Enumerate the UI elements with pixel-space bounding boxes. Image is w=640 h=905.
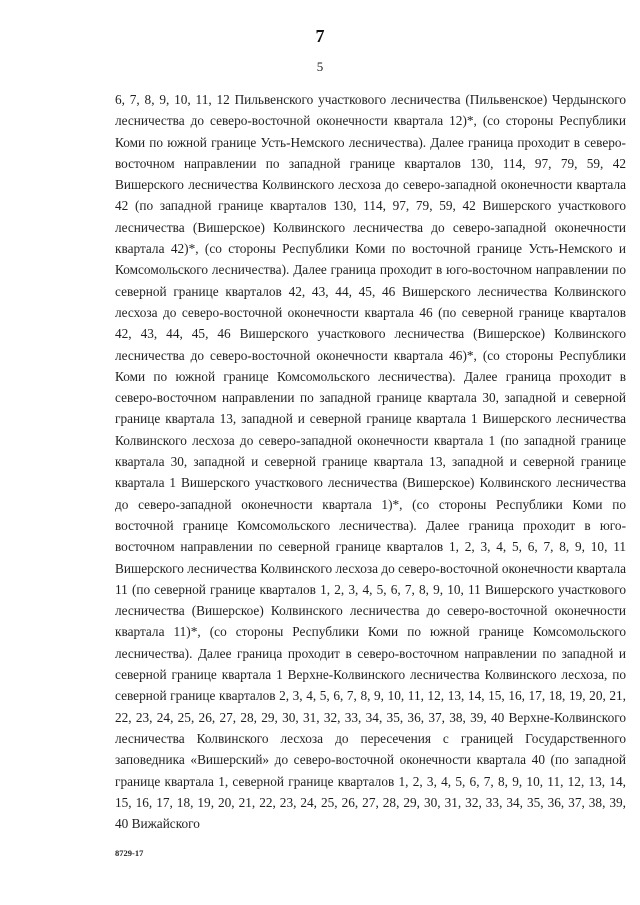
page-number: 7 xyxy=(315,26,325,46)
sub-page-number: 5 xyxy=(316,59,324,74)
document-code: 8729-17 xyxy=(115,848,144,858)
body-paragraph: 6, 7, 8, 9, 10, 11, 12 Пильвенского участкового лесничества (Пильвенское) Чердынского лесничества до северо-восточной оконечности квартала 12)*, (со стороны Республики Коми по южной границе Усть-Немского лесничества). Далее граница проходит в северо-восточном направлении по западной границе кварталов 130, 114, 97, 79, 59, 42 Вишерского лесничества Колвинского лесхоза до северо-западной оконечности квартала 42 (по западной границе кварталов 130, 114, 97, 79, 59, 42 Вишерского участкового лесничества (Вишерское) Колвинского лесничества до северо-западной оконечности квартала 42)*, (со стороны Республики Коми по восточной границе Усть-Немского и Комсомольского лесничества). Далее граница проходит в юго-восточном направлении по северной границе кварталов 42, 43, 44, 45, 46 Вишерского лесничества Колвинского лесхоза до северо-восточной оконечности квартала 46 (по северной границе кварталов 42, 43, 44, 45, 46 Вишерского участкового лесничества (Вишерское) Колвинского лесничества до северо-восточной оконечности квартала 46)*, (со стороны Республики Коми по южной границе Комсомольского лесничества). Далее граница проходит в северо-восточном направлении по западной границе квартала 30, западной и северной границе квартала 13, западной и северной границе квартала 1 Вишерского лесничества Колвинского лесхоза до северо-западной оконечности квартала 1 (по западной границе квартала 30, западной и северной границе квартала 13, западной и северной границе квартала 1 Вишерского участкового лесничества (Вишерское) Колвинского лесничества до северо-западной оконечности квартала 1)*, (со стороны Республики Коми по восточной границе Комсомольского лесничества). Далее граница проходит в юго-восточном направлении по северной границе кварталов 1, 2, 3, 4, 5, 6, 7, 8, 9, 10, 11 Вишерского лесничества Колвинского лесхоза до северо-восточной оконечности квартала 11 (по северной границе кварталов 1, 2, 3, 4, 5, 6, 7, 8, 9, 10, 11 Вишерского участкового лесничества (Вишерское) Колвинского лесничества до северо-восточной оконечности квартала 11)*, (со стороны Республики Коми по южной границе Комсомольского лесничества). Далее граница проходит в северо-восточном направлении по западной и северной границе квартала 1 Верхне-Колвинского лесничества Колвинского лесхоза, по северной границе кварталов 2, 3, 4, 5, 6, 7, 8, 9, 10, 11, 12, 13, 14, 15, 16, 17, 18, 19, 20, 21, 22, 23, 24, 25, 26, 27, 28, 29, 30, 31, 32, 33, 34, 35, 36, 37, 38, 39, 40 Верхне-Колвинского лесничества Колвинского лесхоза до пересечения с границей Государственного заповедника «Вишерский» до северо-восточной оконечности квартала 40 (по западной границе квартала 1, северной границе кварталов 1, 2, 3, 4, 5, 6, 7, 8, 9, 10, 11, 12, 13, 14, 15, 16, 17, 18, 19, 20, 21, 22, 23, 24, 25, 26, 27, 28, 29, 30, 31, 32, 33, 34, 35, 36, 37, 38, 39, 40 Вижайского xyxy=(115,92,626,832)
